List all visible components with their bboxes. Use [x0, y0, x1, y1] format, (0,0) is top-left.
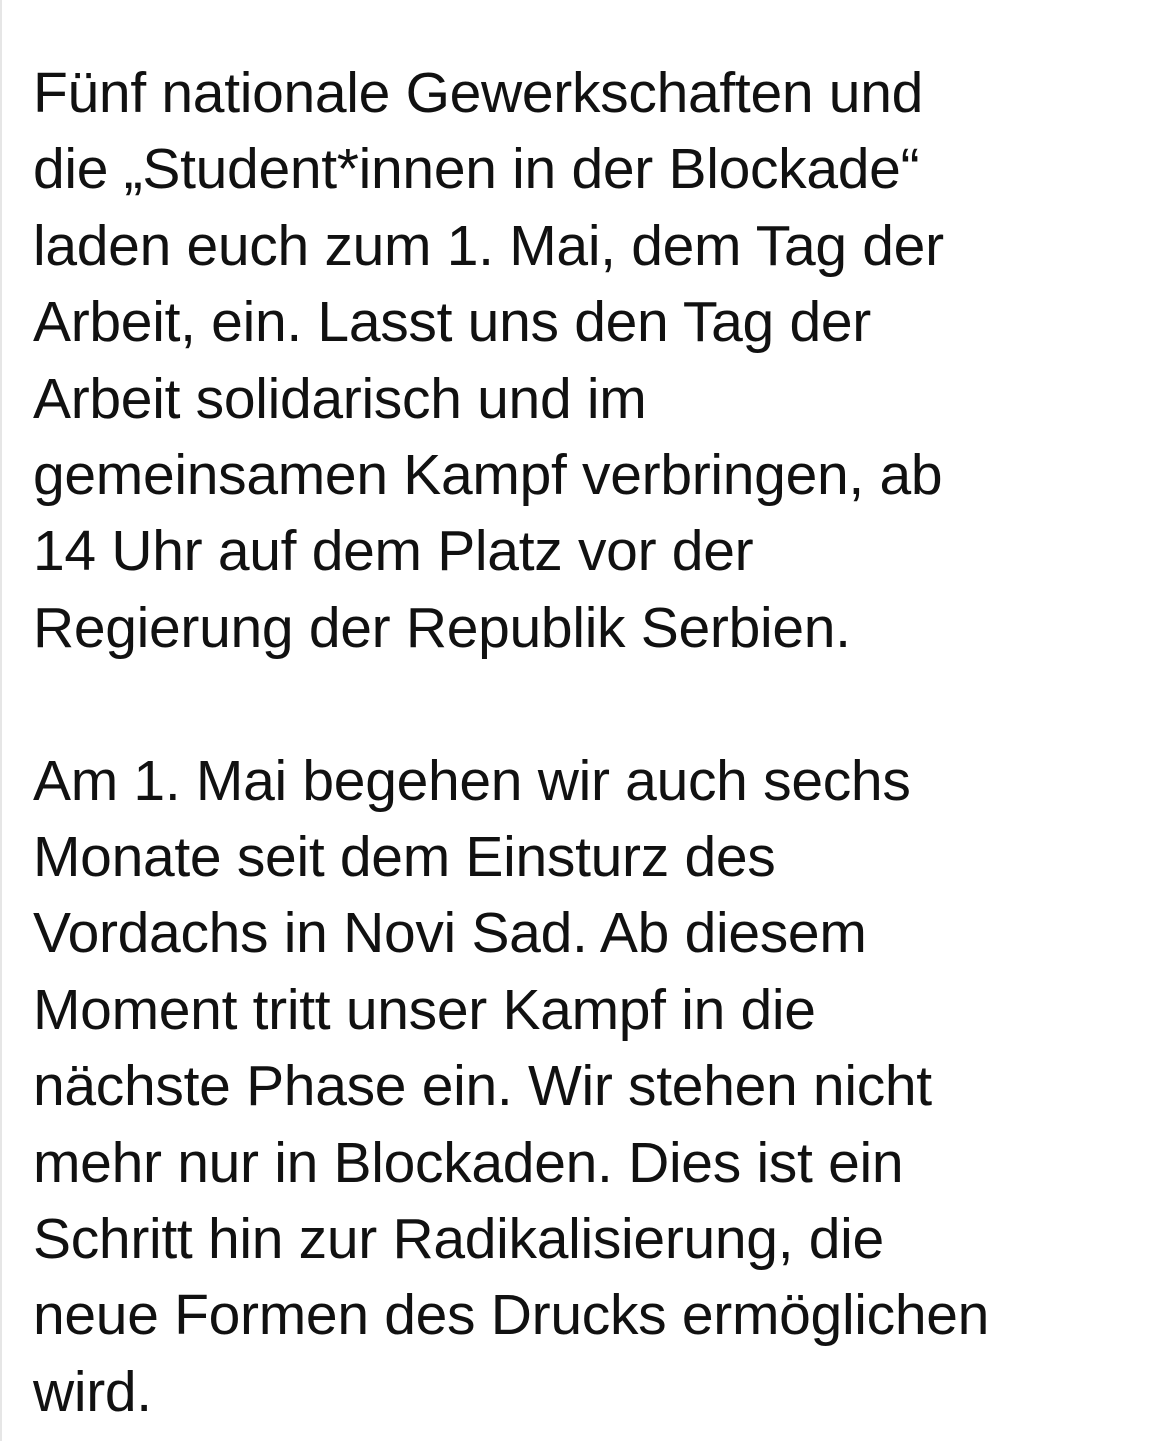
text-line: 14 Uhr auf dem Platz vor der: [33, 519, 754, 584]
text-line: Vordachs in Novi Sad. Ab diesem: [33, 901, 867, 966]
text-line: Monate seit dem Einsturz des: [33, 825, 776, 890]
paragraph-spacer: [33, 666, 1138, 742]
document-text: [33, 55, 1138, 1430]
text-line: Regierung der Republik Serbien.: [33, 595, 851, 660]
paragraph-1: [33, 55, 1138, 666]
text-line: gemeinsamen Kampf verbringen, ab: [33, 443, 943, 508]
text-line: laden euch zum 1. Mai, dem Tag der: [33, 213, 944, 278]
text-line: Am 1. Mai begehen wir auch sechs: [33, 748, 911, 813]
text-line: neue Formen des Drucks ermöglichen: [33, 1283, 990, 1348]
paragraph-2: [33, 743, 1138, 1431]
text-line: Schritt hin zur Radikalisierung, die: [33, 1207, 884, 1272]
text-line: Fünf nationale Gewerkschaften und: [33, 61, 923, 125]
text-line: mehr nur in Blockaden. Dies ist ein: [33, 1130, 904, 1195]
text-line: die „Student*innen in der Blockade“: [33, 137, 920, 202]
text-line: nächste Phase ein. Wir stehen nicht: [33, 1054, 932, 1119]
text-line: Arbeit, ein. Lasst uns den Tag der: [33, 290, 871, 355]
text-line: Arbeit solidarisch und im: [33, 366, 647, 431]
text-line: Moment tritt unser Kampf in die: [33, 977, 816, 1042]
text-line: wird.: [33, 1359, 152, 1424]
